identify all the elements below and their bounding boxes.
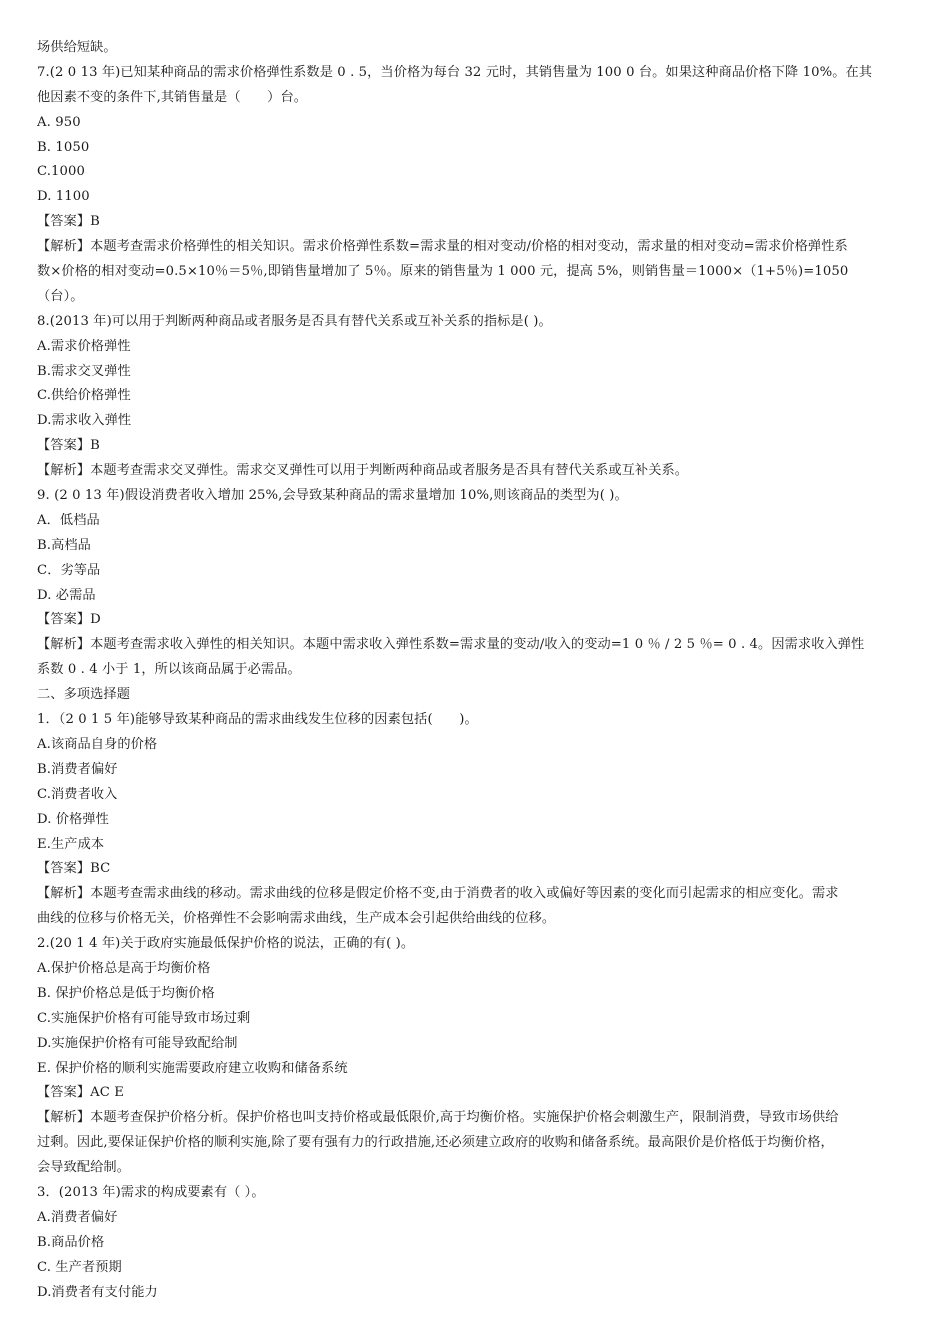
mc-question-2-option-d: D.实施保护价格有可能导致配给制: [37, 1035, 238, 1051]
section-heading: 二、多项选择题: [37, 687, 131, 703]
question-7-option-d: D. 1100: [37, 189, 90, 205]
mc-question-1-option-c: C.消费者收入: [37, 786, 118, 802]
question-9-option-b: B.高档品: [37, 537, 91, 553]
question-8-analysis: 【解析】本题考查需求交叉弹性。需求交叉弹性可以用于判断两种商品或者服务是否具有替代关系或互补关系。: [37, 463, 689, 479]
question-7-option-a: A. 950: [37, 114, 81, 130]
mc-question-2-analysis: 【解析】本题考查保护价格分析。保护价格也叫支持价格或最低限价,高于均衡价格。实施保护价格会刺激生产，限制消费，导致市场供给: [37, 1110, 839, 1126]
question-7-analysis-cont: 数×价格的相对变动=0.5×10％＝5％,即销售量增加了 5％。原来的销售量为 1 000 元，提高 5%，则销售量＝1000×（1+5％)=1050: [37, 264, 849, 280]
question-9-option-c: C．劣等品: [37, 562, 101, 578]
mc-question-1-analysis-cont: 曲线的位移与价格无关，价格弹性不会影响需求曲线，生产成本会引起供给曲线的位移。: [37, 911, 556, 927]
question-8-option-b: B.需求交叉弹性: [37, 363, 131, 379]
question-9-analysis-cont: 系数 0 . 4 小于 1，所以该商品属于必需品。: [37, 662, 301, 678]
mc-question-3-stem: 3．(2013 年)需求的构成要素有（ ）。: [37, 1184, 265, 1200]
mc-question-1-option-e: E.生产成本: [37, 836, 105, 852]
mc-question-2-stem: 2.(20 1 4 年)关于政府实施最低保护价格的说法，正确的有( )。: [37, 936, 415, 952]
question-8-option-a: A.需求价格弹性: [37, 338, 131, 354]
question-9-answer: 【答案】D: [37, 612, 101, 628]
question-9-stem: 9. (2 0 13 年)假设消费者收入增加 25%,会导致某种商品的需求量增加 10%,则该商品的类型为( )。: [37, 488, 628, 504]
mc-question-1-stem: 1．（2 0 1 5 年)能够导致某种商品的需求曲线发生位移的因素包括( )。: [37, 712, 478, 728]
mc-question-1-option-a: A.该商品自身的价格: [37, 736, 158, 752]
mc-question-1-option-d: D. 价格弹性: [37, 811, 109, 827]
mc-question-1-option-b: B.消费者偏好: [37, 761, 118, 777]
mc-question-2-answer: 【答案】AC E: [37, 1085, 124, 1101]
mc-question-3-option-d: D.消费者有支付能力: [37, 1284, 158, 1300]
question-8-answer: 【答案】B: [37, 438, 100, 454]
mc-question-2-analysis-cont: 会导致配给制。: [37, 1160, 131, 1176]
mc-question-1-answer: 【答案】BC: [37, 861, 111, 877]
question-7-option-b: B. 1050: [37, 139, 90, 155]
question-7-stem-cont: 他因素不变的条件下,其销售量是（ ）台。: [37, 89, 308, 105]
question-9-analysis: 【解析】本题考查需求收入弹性的相关知识。本题中需求收入弹性系数=需求量的变动/收入的变动=1 0 ％ / 2 5 ％= 0 . 4。因需求收入弹性: [37, 637, 865, 653]
mc-question-3-option-c: C. 生产者预期: [37, 1259, 122, 1275]
question-7-analysis-cont: （台）。: [37, 288, 84, 304]
mc-question-2-option-a: A.保护价格总是高于均衡价格: [37, 960, 211, 976]
question-8-stem: 8.(2013 年)可以用于判断两种商品或者服务是否具有替代关系或互补关系的指标是( )。: [37, 313, 552, 329]
question-7-answer: 【答案】B: [37, 214, 100, 230]
mc-question-2-option-b: B. 保护价格总是低于均衡价格: [37, 985, 215, 1001]
question-7-option-c: C.1000: [37, 164, 85, 180]
mc-question-2-option-e: E. 保护价格的顺利实施需要政府建立收购和储备系统: [37, 1060, 348, 1076]
mc-question-2-option-c: C.实施保护价格有可能导致市场过剩: [37, 1010, 251, 1026]
mc-question-3-option-b: B.商品价格: [37, 1234, 105, 1250]
question-8-option-c: C.供给价格弹性: [37, 388, 131, 404]
question-7-analysis: 【解析】本题考查需求价格弹性的相关知识。需求价格弹性系数=需求量的相对变动/价格的相对变动，需求量的相对变动=需求价格弹性系: [37, 239, 848, 255]
question-9-option-a: A．低档品: [37, 512, 100, 528]
mc-question-3-option-a: A.消费者偏好: [37, 1209, 118, 1225]
mc-question-1-analysis: 【解析】本题考查需求曲线的移动。需求曲线的位移是假定价格不变,由于消费者的收入或偏好等因素的变化而引起需求的相应变化。需求: [37, 886, 839, 902]
question-8-option-d: D.需求收入弹性: [37, 413, 132, 429]
mc-question-2-analysis-cont: 过剩。因此,要保证保护价格的顺利实施,除了要有强有力的行政措施,还必须建立政府的收购和储备系统。最高限价是价格低于均衡价格，: [37, 1135, 834, 1151]
question-9-option-d: D. 必需品: [37, 587, 96, 603]
text-line: 场供给短缺。: [37, 40, 117, 55]
question-7-stem: 7.(2 0 13 年)已知某种商品的需求价格弹性系数是 0 . 5，当价格为每台 32 元时，其销售量为 100 0 台。如果这种商品价格下降 10%。在其: [37, 64, 873, 80]
document-page: [37, 36, 917, 1305]
